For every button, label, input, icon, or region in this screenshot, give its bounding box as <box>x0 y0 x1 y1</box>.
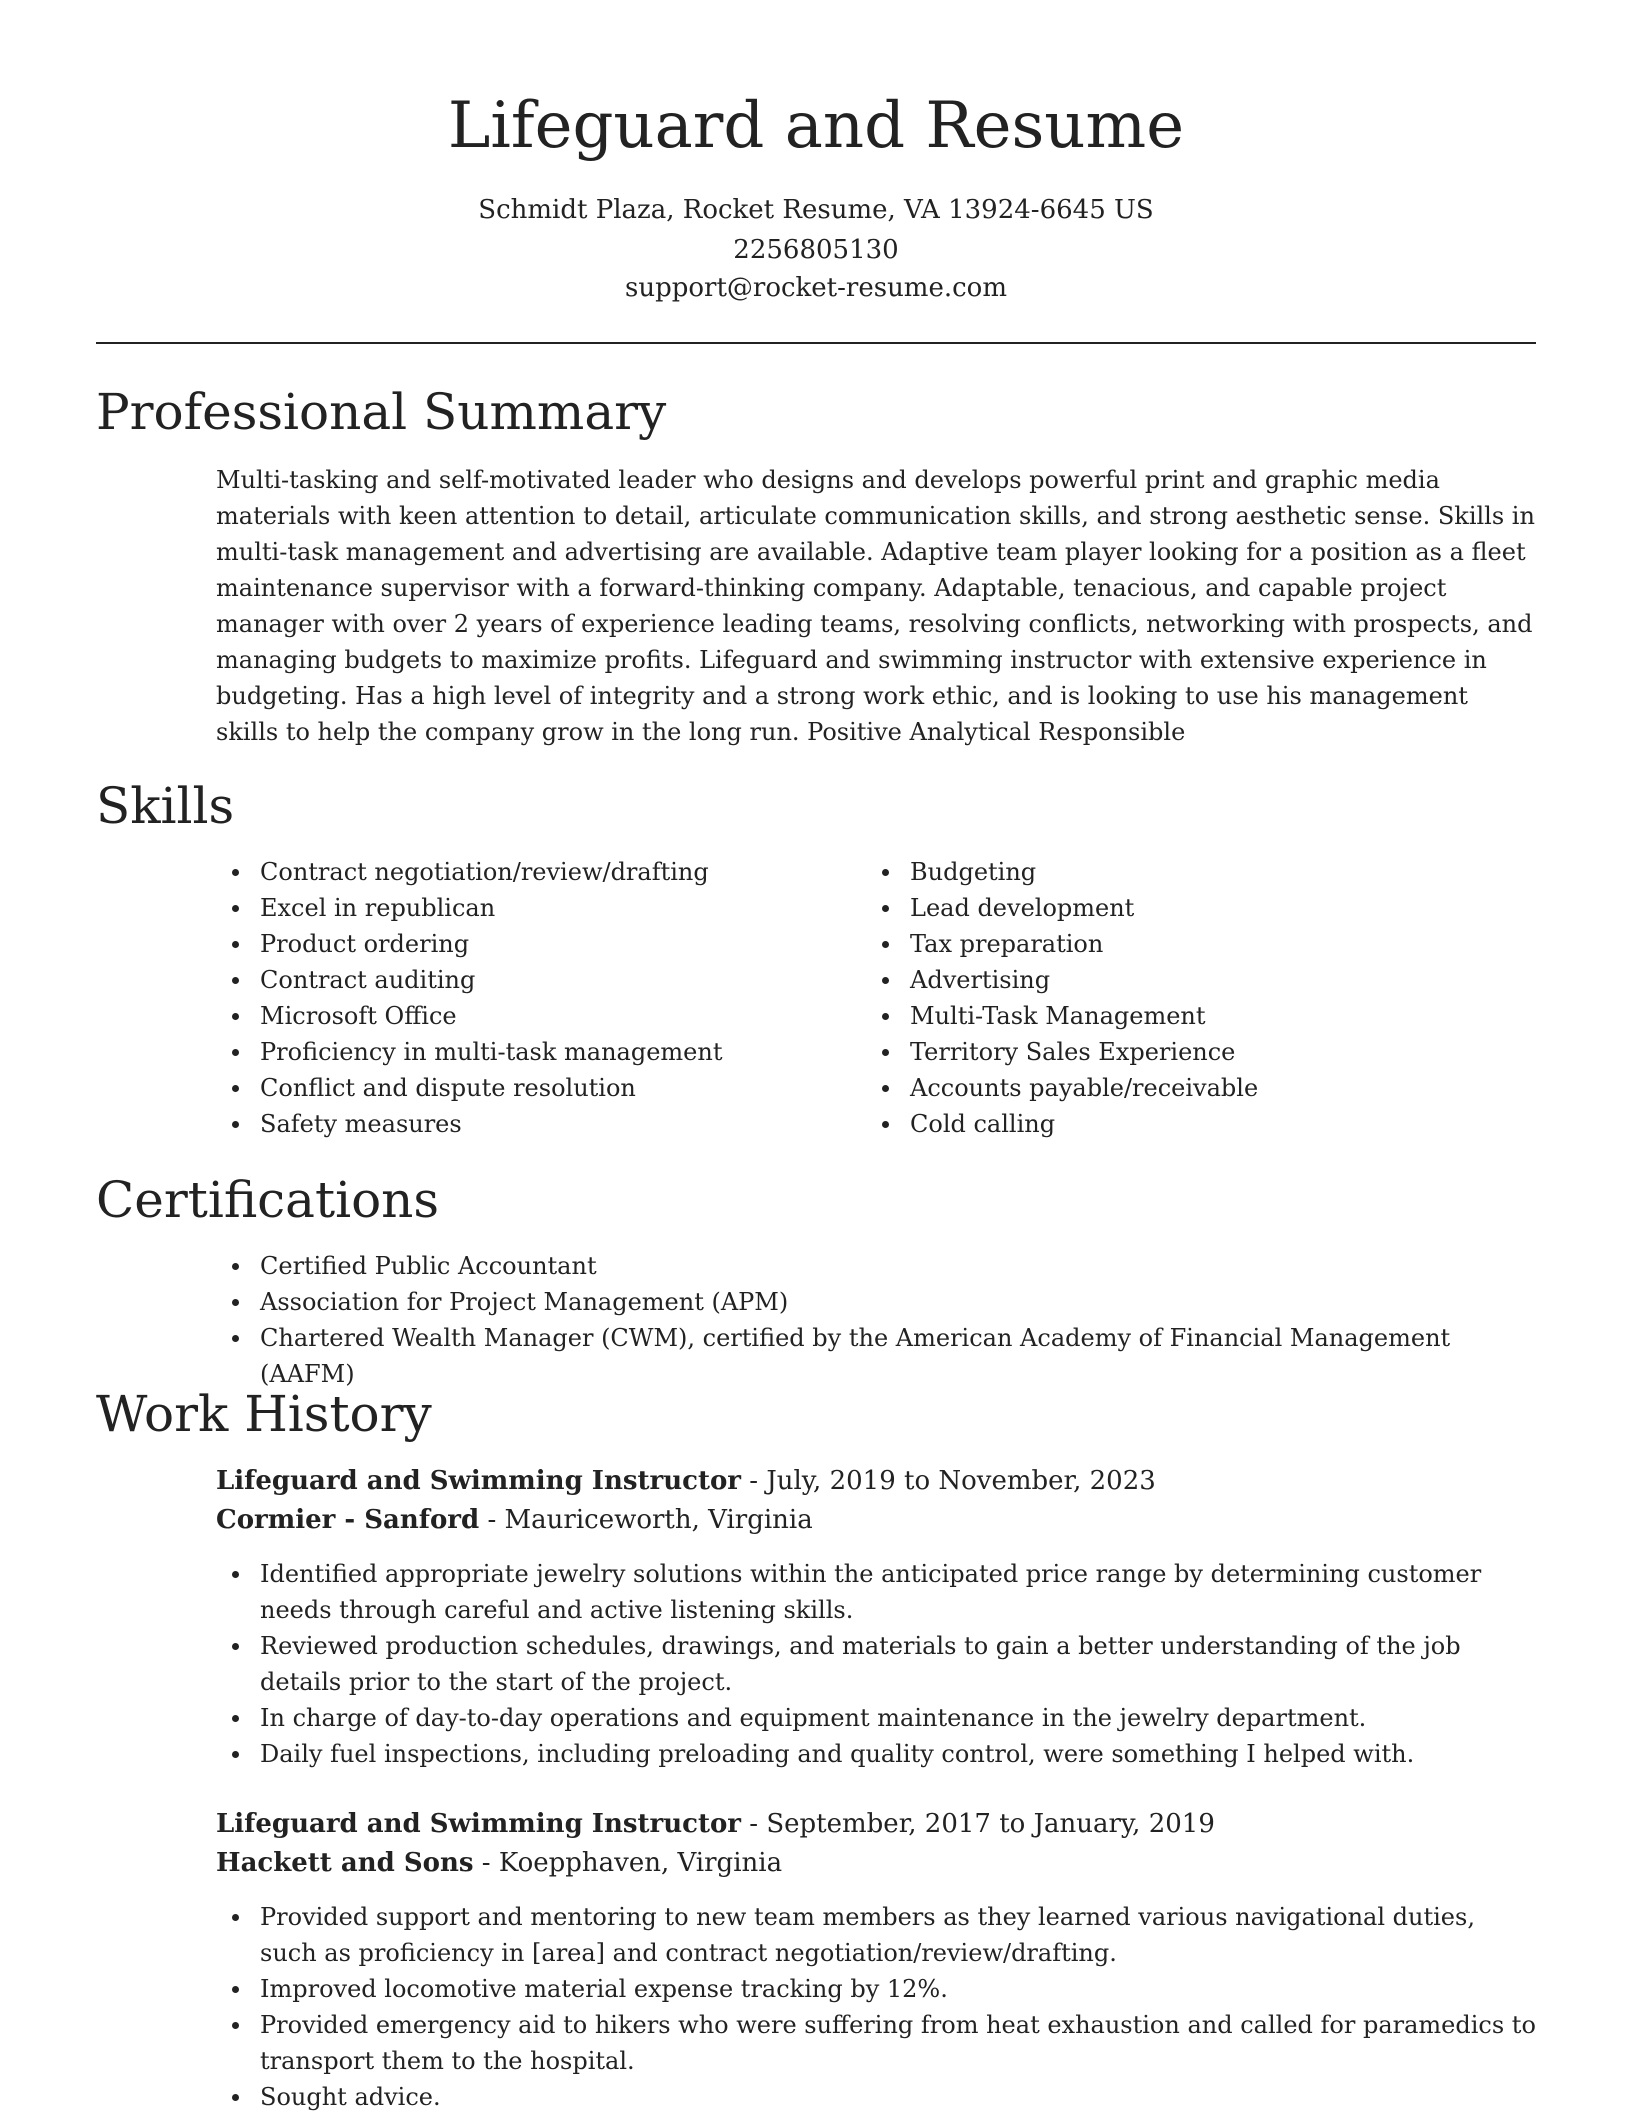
skill-item: Product ordering <box>216 926 856 962</box>
certification-item: Chartered Wealth Manager (CWM), certified by the American Academy of Financial Management (AAFM) <box>216 1320 1536 1392</box>
job-separator: - <box>473 1848 499 1878</box>
job-bullet: Daily fuel inspections, including preloading and quality control, were something I helped with. <box>216 1736 1536 1772</box>
skills-list-left <box>216 854 856 1142</box>
skills-list-right <box>866 854 1506 1142</box>
job-company: Hackett and Sons <box>216 1848 474 1878</box>
skill-item: Conflict and dispute resolution <box>216 1070 856 1106</box>
job-bullet: Reviewed production schedules, drawings, and materials to gain a better understanding of the job details prior to the start of the project. <box>216 1628 1536 1700</box>
job-title: Lifeguard and Swimming Instructor <box>216 1466 741 1496</box>
certifications-list <box>216 1248 1536 1392</box>
job-bullet: Provided support and mentoring to new team members as they learned various navigational duties, such as proficiency in [area] and contract negotiation/review/drafting. <box>216 1899 1536 1971</box>
skill-item: Microsoft Office <box>216 998 856 1034</box>
job-bullets <box>216 1556 1536 1772</box>
job-bullet: Identified appropriate jewelry solutions within the anticipated price range by determining customer needs through careful and active listening skills. <box>216 1556 1536 1628</box>
certifications-heading: Certifications <box>96 1171 440 1229</box>
job-bullet: Sought advice. <box>216 2079 1536 2115</box>
job-company-line <box>216 1844 1536 1882</box>
certification-item: Certified Public Accountant <box>216 1248 1536 1284</box>
contact-address: Schmidt Plaza, Rocket Resume, VA 13924-6645 US <box>478 195 1154 225</box>
skill-item: Proficiency in multi-task management <box>216 1034 856 1070</box>
skill-item: Safety measures <box>216 1106 856 1142</box>
skill-item: Contract auditing <box>216 962 856 998</box>
skill-item: Accounts payable/receivable <box>866 1070 1506 1106</box>
job-dates: July, 2019 to November, 2023 <box>766 1466 1156 1496</box>
header-divider <box>96 342 1536 344</box>
job-separator: - <box>741 1466 767 1496</box>
candidate-name: Lifeguard and Resume <box>447 89 1185 163</box>
certification-item: Association for Project Management (APM) <box>216 1284 1536 1320</box>
skill-item: Budgeting <box>866 854 1506 890</box>
skill-item: Contract negotiation/review/drafting <box>216 854 856 890</box>
skill-item: Advertising <box>866 962 1506 998</box>
skill-item: Territory Sales Experience <box>866 1034 1506 1070</box>
job-title-line <box>216 1462 1536 1500</box>
contact-email: support@rocket-resume.com <box>624 273 1007 303</box>
job-dates: September, 2017 to January, 2019 <box>766 1809 1215 1839</box>
job-bullet: In charge of day-to-day operations and equipment maintenance in the jewelry department. <box>216 1700 1536 1736</box>
job-bullet: Provided emergency aid to hikers who were suffering from heat exhaustion and called for paramedics to transport them to the hospital. <box>216 2007 1536 2079</box>
work-history-heading: Work History <box>96 1385 432 1443</box>
skill-item: Excel in republican <box>216 890 856 926</box>
skill-item: Cold calling <box>866 1106 1506 1142</box>
job-separator: - <box>479 1505 505 1535</box>
job-company-line <box>216 1501 1536 1539</box>
job-bullets <box>216 1899 1536 2115</box>
contact-phone: 2256805130 <box>733 235 899 265</box>
skills-heading: Skills <box>96 777 235 835</box>
job-separator: - <box>741 1809 767 1839</box>
job-location: Mauriceworth, Virginia <box>504 1505 813 1535</box>
job-company: Cormier - Sanford <box>216 1505 480 1535</box>
job-bullet: Improved locomotive material expense tracking by 12%. <box>216 1971 1536 2007</box>
skill-item: Tax preparation <box>866 926 1506 962</box>
summary-text: Multi-tasking and self-motivated leader who designs and develops powerful print and graphic media materials with keen attention to detail, articulate communication skills, and strong aesthetic sense. Skills in multi-task management and advertising are available. Adaptive team player looking for a position as a fleet maintenance supervisor with a forward-thinking company. Adaptable, tenacious, and capable project manager with over 2 years of experience leading teams, resolving conflicts, networking with prospects, and managing budgets to maximize profits. Lifeguard and swimming instructor with extensive experience in budgeting. Has a high level of integrity and a strong work ethic, and is looking to use his management skills to help the company grow in the long run. Positive Analytical Responsible <box>216 466 1535 746</box>
job-title: Lifeguard and Swimming Instructor <box>216 1809 741 1839</box>
skill-item: Multi-Task Management <box>866 998 1506 1034</box>
job-location: Koepphaven, Virginia <box>498 1848 783 1878</box>
summary-heading: Professional Summary <box>96 383 667 441</box>
job-title-line <box>216 1805 1536 1843</box>
skill-item: Lead development <box>866 890 1506 926</box>
